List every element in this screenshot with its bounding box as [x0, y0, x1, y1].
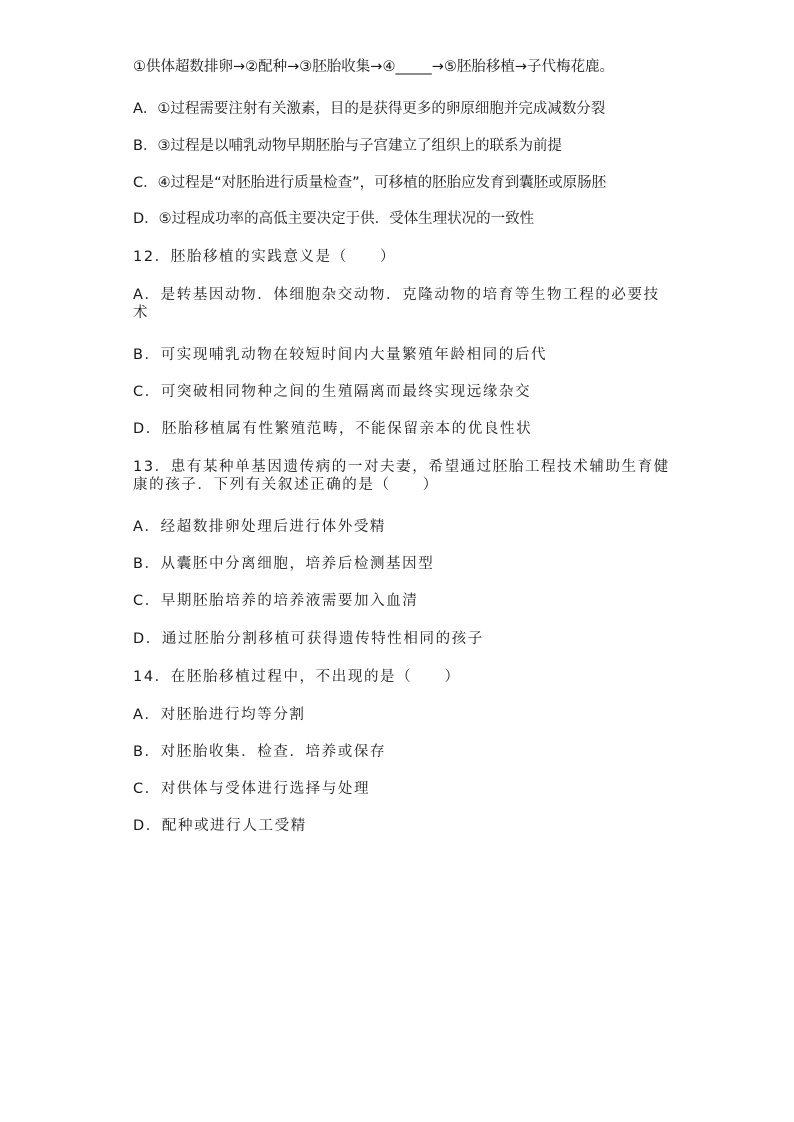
- q13-option-d: D．通过胚胎分割移植可获得遗传特性相同的孩子: [133, 631, 484, 647]
- q11-option-d: D．⑤过程成功率的高低主要决定于供．受体生理状况的一致性: [133, 211, 535, 227]
- q11-stem-tail: ①供体超数排卵→②配种→③胚胎收集→④_____→⑤胚胎移植→子代梅花鹿。: [133, 59, 614, 75]
- q13-option-b: B．从囊胚中分离细胞，培养后检测基因型: [133, 556, 435, 572]
- q14-option-c: C．对供体与受体进行选择与处理: [133, 781, 371, 797]
- q11-option-a: A．①过程需要注射有关激素，目的是获得更多的卵原细胞并完成减数分裂: [133, 101, 606, 117]
- q11-option-b: B．③过程是以哺乳动物早期胚胎与子宫建立了组织上的联系为前提: [133, 138, 562, 154]
- q12-stem: 12．胚胎移植的实践意义是（ ）: [133, 249, 397, 265]
- q13-option-a: A．经超数排卵处理后进行体外受精: [133, 519, 387, 535]
- q12-option-a: A．是转基因动物．体细胞杂交动物．克隆动物的培育等生物工程的必要技术: [133, 287, 660, 321]
- q12-option-d: D．胚胎移植属有性繁殖范畴，不能保留亲本的优良性状: [133, 421, 533, 437]
- q14-option-d: D．配种或进行人工受精: [133, 818, 307, 834]
- q12-option-c: C．可突破相同物种之间的生殖隔离而最终实现远缘杂交: [133, 384, 532, 400]
- q12-option-b: B．可实现哺乳动物在较短时间内大量繁殖年龄相同的后代: [133, 347, 548, 363]
- q14-stem: 14．在胚胎移植过程中，不出现的是（ ）: [133, 669, 461, 685]
- q11-option-c: C．④过程是“对胚胎进行质量检查”，可移植的胚胎应发育到囊胚或原肠胚: [133, 175, 607, 191]
- q14-option-b: B．对胚胎收集．检查．培养或保存: [133, 744, 387, 760]
- q13-stem: 13．患有某种单基因遗传病的一对夫妻，希望通过胚胎工程技术辅助生育健康的孩子．下列有关叙述正确的是（ ）: [133, 459, 670, 493]
- q14-option-a: A．对胚胎进行均等分割: [133, 707, 306, 723]
- q13-option-c: C．早期胚胎培养的培养液需要加入血清: [133, 593, 419, 609]
